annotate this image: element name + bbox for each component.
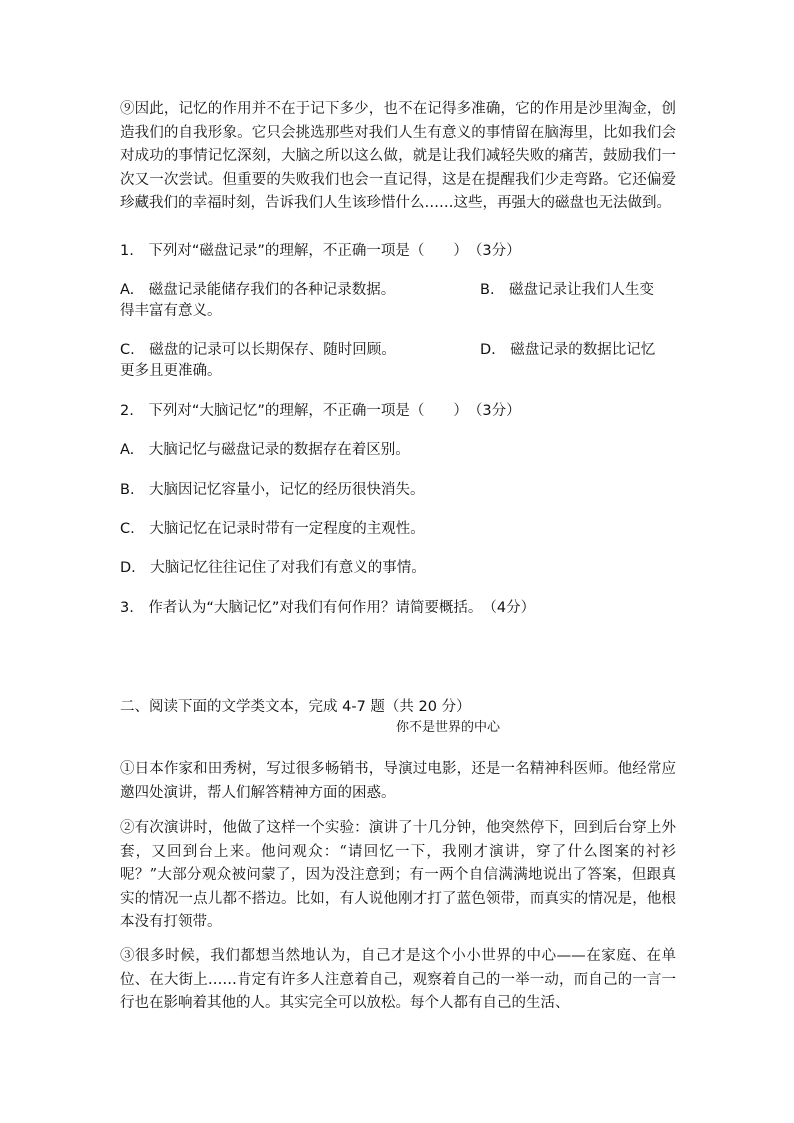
question-1-options-ab: [120, 280, 676, 301]
question-1-option-b-continued: 得丰富有意义。: [120, 303, 222, 319]
question-1-stem: 1. 下列对“磁盘记录”的理解，不正确一项是（ ） （3分）: [120, 243, 521, 259]
question-2-option-a: A. 大脑记忆与磁盘记录的数据存在着区别。: [120, 442, 410, 458]
question-1-option-a: A. 磁盘记录能储存我们的各种记录数据。: [120, 282, 396, 298]
article-paragraph-2: ②有次演讲时，他做了这样一个实验：演讲了十几分钟，他突然停下，回到后台穿上外套，又回到台上来。他问观众：“请回忆一下，我刚才演讲，穿了什么图案的衬衫呢？”大部分观众被问蒙了，因为没注意到；有一两个自信满满地说出了答案，但跟真实的情况一点儿都不搭边。比如，有人说他刚才打了蓝色领带，而真实的情况是，他根本没有打领带。: [120, 820, 676, 930]
paragraph-9: ⑨因此，记忆的作用并不在于记下多少，也不在记得多准确，它的作用是沙里淘金，创造我们的自我形象。它只会挑选那些对我们人生有意义的事情留在脑海里，比如我们会对成功的事情记忆深刻，大脑之所以这么做，就是让我们减轻失败的痛苦，鼓励我们一次又一次尝试。但重要的失败我们也会一直记得，这是在提醒我们少走弯路。它还偏爱珍藏我们的幸福时刻，告诉我们人生该珍惜什么……这些，再强大的磁盘也无法做到。: [120, 101, 676, 211]
question-1-option-d-continued: 更多且更准确。: [120, 363, 222, 379]
question-2-option-b: B. 大脑因记忆容量小，记忆的经历很快消失。: [120, 482, 425, 498]
question-1-options-cd: [120, 340, 676, 361]
question-2-option-d: D. 大脑记忆往往记住了对我们有意义的事情。: [120, 560, 426, 576]
article-title: 你不是世界的中心: [396, 720, 501, 735]
article-paragraph-3: ③很多时候，我们都想当然地认为，自己才是这个小小世界的中心——在家庭、在单位、在大街上……肯定有许多人注意着自己，观察着自己的一举一动，而自己的一言一行也在影响着其他的人。其实完全可以放松。每个人都有自己的生活、: [120, 948, 676, 1011]
article-paragraph-1: ①日本作家和田秀树，写过很多畅销书，导演过电影，还是一名精神科医师。他经常应邀四处演讲，帮人们解答精神方面的困惑。: [120, 761, 676, 801]
question-2-stem: 2. 下列对“大脑记忆”的理解，不正确一项是（ ） （3分）: [120, 403, 521, 419]
section-2-heading: 二、阅读下面的文学类文本，完成 4-7 题（共 20 分）: [120, 699, 471, 715]
question-1-option-d: D. 磁盘记录的数据比记忆: [480, 342, 656, 358]
question-3-stem: 3. 作者认为“大脑记忆”对我们有何作用？请简要概括。 （4分）: [120, 600, 536, 616]
question-1-option-c: C. 磁盘的记录可以长期保存、随时回顾。: [120, 342, 396, 358]
question-2-option-c: C. 大脑记忆在记录时带有一定程度的主观性。: [120, 521, 425, 537]
question-1-option-b: B. 磁盘记录让我们人生变: [480, 282, 655, 298]
